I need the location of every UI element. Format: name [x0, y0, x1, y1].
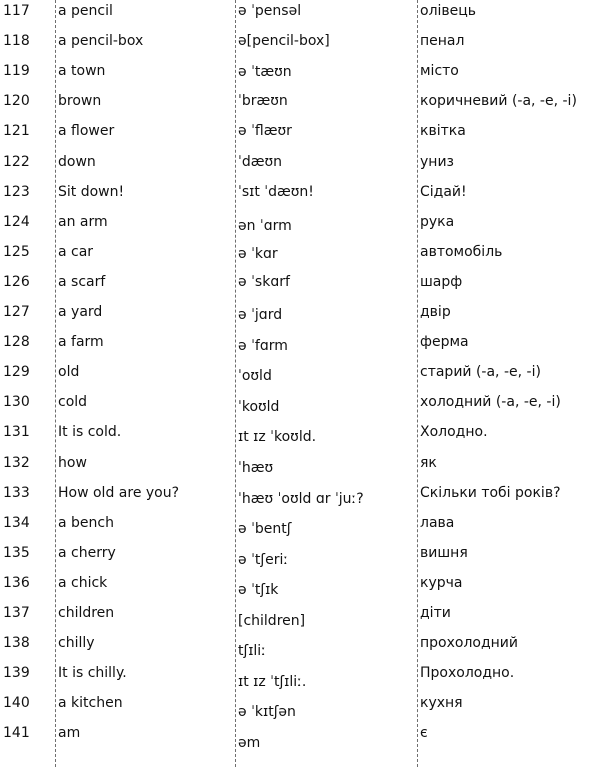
ukrainian-translation: квітка [420, 123, 466, 140]
row-number: 137 [3, 605, 30, 621]
table-row [0, 334, 600, 364]
row-number: 117 [3, 3, 30, 19]
table-row [0, 184, 600, 214]
row-number: 132 [3, 454, 30, 471]
ukrainian-translation: ферма [420, 334, 469, 351]
row-number: 130 [3, 394, 30, 411]
english-word: a cherry [58, 544, 116, 561]
english-word: a farm [58, 334, 104, 351]
ukrainian-translation: кухня [420, 695, 463, 712]
transcription: ə ˈtæʊn [238, 64, 292, 81]
table-row [0, 635, 600, 665]
transcription: əm [238, 735, 261, 752]
row-number: 136 [3, 574, 30, 591]
english-word: an arm [58, 213, 108, 230]
ukrainian-translation: двір [420, 304, 451, 320]
table-row [0, 214, 600, 244]
transcription: ə ˈjɑrd [238, 307, 283, 323]
row-number: 123 [3, 183, 30, 200]
transcription: ɪt ɪz ˈtʃɪliː. [238, 674, 307, 691]
transcription: ə ˈskɑrf [238, 273, 290, 290]
table-row [0, 394, 600, 424]
row-number: 134 [3, 514, 30, 531]
ukrainian-translation: як [420, 454, 437, 471]
row-number: 128 [3, 334, 30, 351]
table-row [0, 93, 600, 123]
table-row [0, 605, 600, 635]
english-word: a pencil-box [58, 33, 144, 50]
ukrainian-translation: рука [420, 213, 455, 230]
table-row [0, 455, 600, 485]
ukrainian-translation: Прохолодно. [420, 665, 515, 682]
table-row [0, 304, 600, 334]
english-word: a flower [58, 123, 115, 140]
ukrainian-translation: холодний (-а, -е, -і) [420, 394, 561, 411]
transcription: ˈkoʊld [238, 399, 280, 416]
english-word: Sit down! [58, 183, 125, 200]
table-row [0, 274, 600, 304]
row-number: 124 [3, 213, 30, 230]
transcription: ə ˈpensəl [238, 3, 302, 19]
english-word: a scarf [58, 273, 106, 290]
table-row [0, 3, 600, 33]
ukrainian-translation: місто [420, 63, 459, 80]
table-row [0, 33, 600, 63]
ukrainian-translation: старий (-а, -е, -і) [420, 364, 541, 381]
transcription: [children] [238, 613, 306, 629]
ukrainian-translation: лава [420, 514, 455, 531]
english-word: how [58, 454, 87, 471]
ukrainian-translation: є [420, 725, 428, 742]
row-number: 126 [3, 273, 30, 290]
english-word: a yard [58, 304, 103, 320]
row-number: 141 [3, 725, 30, 742]
row-number: 129 [3, 364, 30, 381]
transcription: ən ˈɑrm [238, 217, 292, 234]
transcription: ˈhæʊ [238, 459, 274, 476]
table-row [0, 665, 600, 695]
ukrainian-translation: олівець [420, 3, 477, 19]
transcription: ə ˈkɪtʃən [238, 704, 296, 721]
row-number: 139 [3, 665, 30, 682]
ukrainian-translation: курча [420, 574, 463, 591]
english-word: a pencil [58, 3, 113, 19]
ukrainian-translation: Скільки тобі років? [420, 484, 561, 501]
table-row [0, 695, 600, 725]
table-row [0, 485, 600, 515]
table-row [0, 123, 600, 153]
transcription: ə ˈtʃeriː [238, 551, 289, 568]
english-word: How old are you? [58, 484, 180, 501]
table-row [0, 63, 600, 93]
ukrainian-translation: Холодно. [420, 424, 488, 441]
transcription: ə ˈfɑrm [238, 338, 288, 355]
row-number: 121 [3, 123, 30, 140]
ukrainian-translation: автомобіль [420, 243, 503, 260]
ukrainian-translation: шарф [420, 273, 463, 290]
table-row [0, 515, 600, 545]
transcription: tʃɪliː [238, 643, 266, 660]
english-word: It is chilly. [58, 665, 127, 682]
ukrainian-translation: Сідай! [420, 183, 467, 200]
table-row [0, 154, 600, 184]
english-word: a town [58, 63, 106, 80]
ukrainian-translation: коричневий (-а, -е, -і) [420, 93, 577, 110]
english-word: old [58, 364, 80, 381]
english-word: cold [58, 394, 88, 411]
row-number: 135 [3, 544, 30, 561]
row-number: 122 [3, 153, 30, 170]
english-word: down [58, 153, 96, 170]
english-word: children [58, 605, 115, 621]
transcription: ə[pencil-box] [238, 33, 330, 50]
english-word: a kitchen [58, 695, 123, 712]
ukrainian-translation: униз [420, 153, 454, 170]
ukrainian-translation: пенал [420, 33, 465, 50]
ukrainian-translation: прохолодний [420, 635, 518, 652]
row-number: 125 [3, 243, 30, 260]
english-word: am [58, 725, 81, 742]
transcription: ə ˈkɑr [238, 245, 278, 262]
row-number: 140 [3, 695, 30, 712]
row-number: 138 [3, 635, 30, 652]
row-number: 127 [3, 304, 30, 320]
transcription: ˈsɪt ˈdæʊn! [238, 183, 314, 200]
transcription: ə ˈflæʊr [238, 123, 292, 140]
english-word: It is cold. [58, 424, 122, 441]
ukrainian-translation: вишня [420, 544, 468, 561]
english-word: a bench [58, 514, 114, 531]
table-row [0, 424, 600, 454]
english-word: a chick [58, 574, 108, 591]
table-row [0, 725, 600, 755]
english-word: a car [58, 243, 94, 260]
transcription: ə ˈbentʃ [238, 520, 292, 537]
transcription: ˈdæʊn [238, 153, 283, 170]
table-row [0, 244, 600, 274]
row-number: 118 [3, 33, 30, 50]
transcription: ə ˈtʃɪk [238, 581, 279, 598]
table-row [0, 364, 600, 394]
row-number: 133 [3, 484, 30, 501]
row-number: 119 [3, 63, 30, 80]
english-word: chilly [58, 635, 95, 652]
table-row [0, 545, 600, 575]
transcription: ˈoʊld [238, 368, 272, 385]
row-number: 120 [3, 93, 30, 110]
ukrainian-translation: діти [420, 605, 451, 621]
english-word: brown [58, 93, 102, 110]
table-row [0, 575, 600, 605]
transcription: ɪt ɪz ˈkoʊld. [238, 429, 317, 446]
transcription: ˈhæʊ ˈoʊld ɑr ˈjuː? [238, 490, 364, 507]
row-number: 131 [3, 424, 30, 441]
transcription: ˈbræʊn [238, 93, 288, 110]
